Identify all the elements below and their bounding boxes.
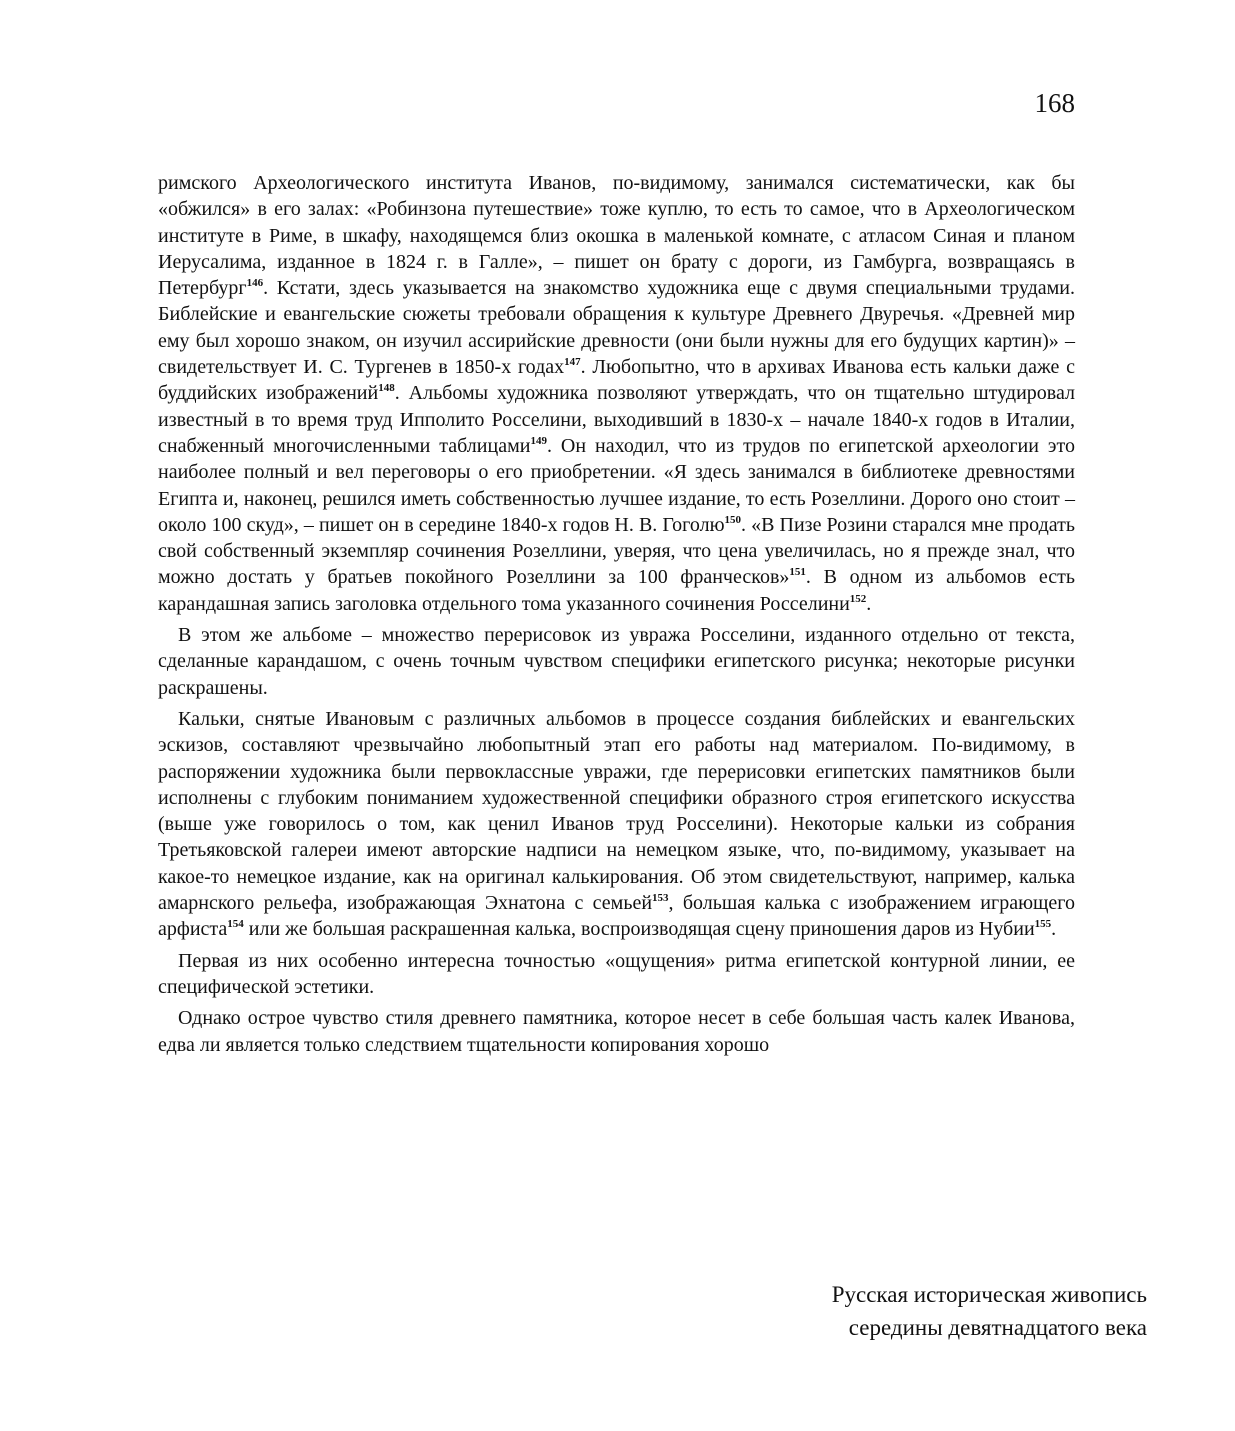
footnote-ref-148: 148 [378,382,395,395]
footnote-ref-155: 155 [1034,918,1052,931]
paragraph-1 [158,170,1075,617]
body-text [158,170,1075,1063]
text-run: римского Археологического института Иванов, по-видимому, занимался систематически, как бы «обжился» в его залах: «Робинзона путешествие» тоже куплю, то есть то самое, что в Археологическом институте в Риме, в шкафу, находящемся близ окошка в маленькой комнате, с атласом Синая и планом Иерусалима, изданное в 1824 г. в Галле», – пишет он брату с дороги, из Гамбурга, возвращаясь в Петербург [158,172,1075,300]
text-run: . Альбомы художника позволяют утверждать, что он тщательно штудировал известный в то время труд Ипполито Росселини, выходивший в 1830-х – начале 1840-х годов в Италии, снабженный многочисленными таблицами [158,382,1075,457]
footnote-ref-151: 151 [789,566,806,579]
text-run: или же большая раскрашенная калька, воспроизводящая сцену приношения даров из Нубии [243,918,1035,941]
text-run: Первая из них особенно интересна точностью «ощущения» ритма египетской контурной линии, ее специфической эстетики. [158,949,1075,998]
text-run: , большая калька с изображением играющего арфиста [158,892,1075,941]
paragraph-5 [158,1005,1075,1058]
text-run: . «В Пизе Розини старался мне продать свой собственный экземпляр сочинения Розеллини, уверяя, что цена увеличилась, но я прежде знал, что можно достать у братьев покойного Розеллини за 100 франческов» [158,513,1075,589]
text-run: . Он находил, что из трудов по египетской археологии это наиболее полный и вел переговоры о его приобретении. «Я здесь занимался в библиотеке древностями Египта и, наконец, решился иметь собственностью лучшее издание, то есть Розеллини. Дорого оно стоит – около 100 скуд», – пишет он в середине 1840-х годов Н. В. Гоголю [158,434,1075,536]
text-run: Однако острое чувство стиля древнего памятника, которое несет в себе большая часть калек Иванова, едва ли является только следствием тщательности копирования хорошо [158,1007,1075,1056]
text-run: . [1051,918,1057,941]
text-run: . Кстати, здесь указывается на знакомство художника еще с двумя специальными трудами. Библейские и евангельские сюжеты требовали обращения к культуре Древнего Двуречья. «Древней мир ему был хорошо знаком, он изучил ассирийские древности (они были нужны для его будущих картин)» – свидетельствует И. С. Тургенев в 1850-х годах [158,277,1075,379]
text-run: . В одном из альбомов есть карандашная запись заголовка отдельного тома указанного сочинения Росселини [158,566,1075,615]
paragraph-4 [158,948,1075,1001]
text-run: . Любопытно, что в архивах Иванова есть кальки даже с буддийских изображений [158,356,1076,405]
footnote-ref-149: 149 [530,434,547,447]
footnote-ref-150: 150 [724,513,742,526]
text-run: В этом же альбоме – множество перерисовок из увража Росселини, изданного отдельно от текста, сделанные карандашом, с очень точным чувством специфики египетского рисунка; некоторые рисунки раскрашены. [158,624,1075,699]
paragraph-3 [158,706,1075,943]
page-number: 168 [1034,88,1075,118]
footnote-ref-152: 152 [849,592,867,605]
footnote-ref-154: 154 [227,918,244,931]
footnote-ref-147: 147 [564,356,581,369]
running-footer-line-1: Русская историческая живопись [831,1282,1147,1307]
text-run: Кальки, снятые Ивановым с различных альбомов в процессе создания библейских и евангельских эскизов, составляют чрезвычайно любопытный этап его работы над материалом. По-видимому, в распоряжении художника были первоклассные увражи, где перерисовки египетских памятников были исполнены с глубоким пониманием художественной специфики образного строя египетского искусства (выше уже говорилось о том, как ценил Иванов труд Росселини). Некоторые кальки из собрания Третьяковской галереи имеют авторские надписи на немецком языке, что, по-видимому, указывает на какое-то немецкое издание, как на оригинал калькирования. Об этом свидетельствуют, например, калька амарнского рельефа, изображающая Эхнатона с семьей [158,707,1075,915]
running-footer [650,1278,1147,1344]
footnote-ref-146: 146 [246,277,264,290]
footnote-ref-153: 153 [652,892,669,905]
paragraph-2 [158,622,1075,701]
text-run: . [866,592,872,615]
running-footer-line-2: середины девятнадцатого века [848,1315,1147,1340]
